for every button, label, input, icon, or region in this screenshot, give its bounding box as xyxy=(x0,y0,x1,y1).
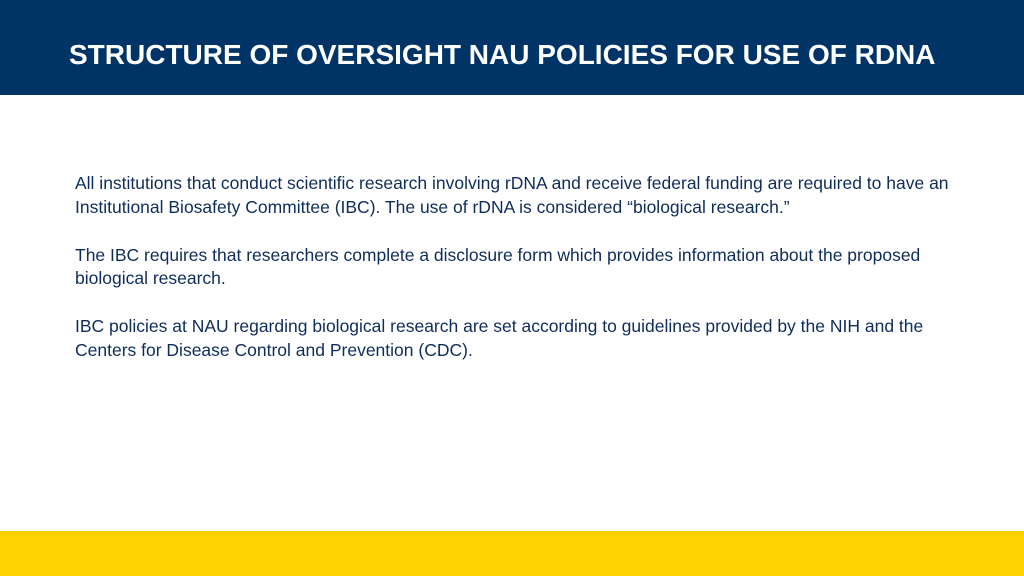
footer-bar xyxy=(0,531,1024,576)
slide-title: STRUCTURE OF OVERSIGHT NAU POLICIES FOR USE OF RDNA xyxy=(69,39,936,70)
header-bar xyxy=(0,0,1024,95)
paragraph-ibc-requirement: All institutions that conduct scientific research involving rDNA and receive federal funding are required to have an Institutional Biosafety Committee (IBC). The use of rDNA is considered “biological research.” xyxy=(75,173,949,217)
paragraph-disclosure-form: The IBC requires that researchers complete a disclosure form which provides information about the proposed biological research. xyxy=(75,244,921,289)
paragraph-ibc-policies: IBC policies at NAU regarding biological research are set according to guidelines provided by the NIH and the Centers for Disease Control and Prevention (CDC). xyxy=(75,316,924,360)
slide-body xyxy=(75,172,960,387)
